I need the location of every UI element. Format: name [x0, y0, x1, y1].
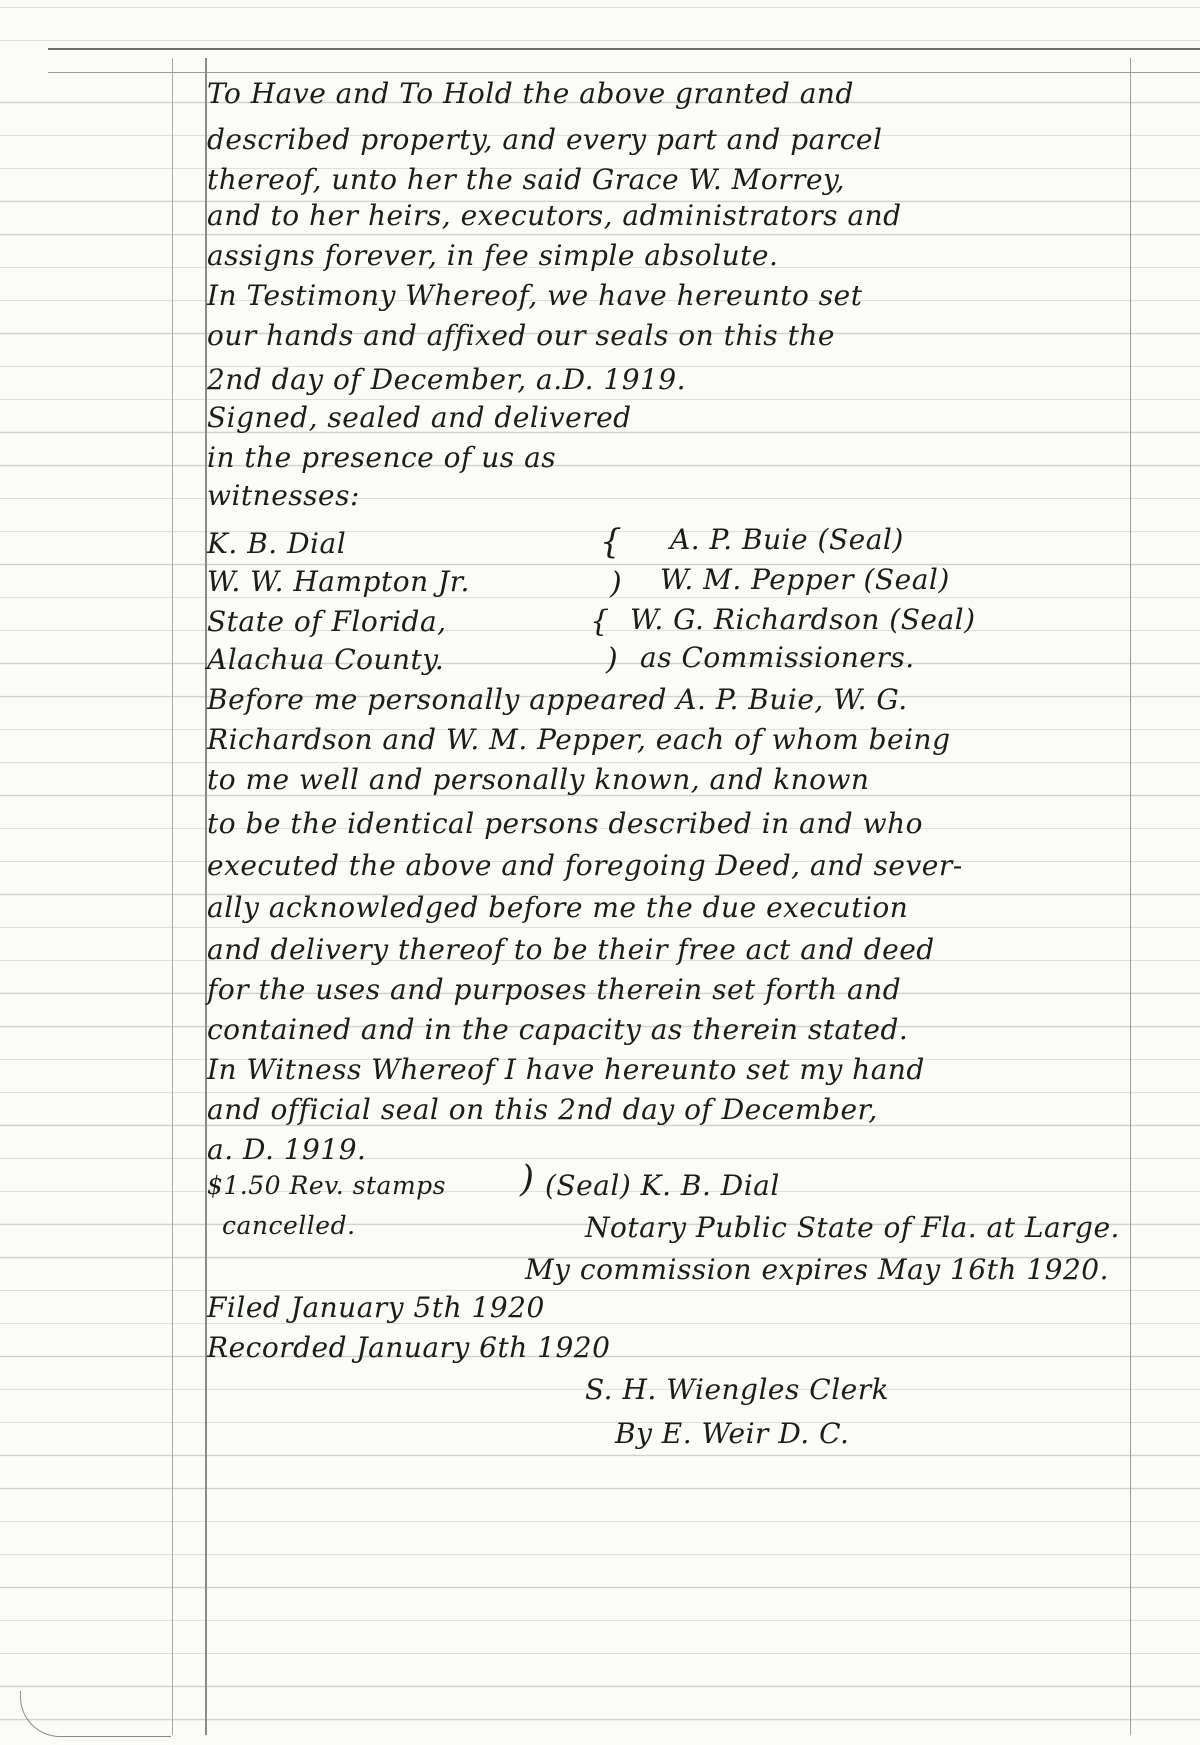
acknowledgment-line: to me well and personally known, and known	[207, 763, 870, 796]
brace-mark: )	[610, 566, 623, 601]
deed-line: described property, and every part and parcel	[207, 123, 883, 156]
ledger-header-band	[48, 48, 1200, 73]
brace-mark: {	[600, 522, 623, 562]
margin-rule-outer	[172, 58, 173, 1735]
acknowledgment-line: to be the identical persons described in and who	[207, 807, 923, 840]
filed-date: Filed January 5th 1920	[207, 1291, 545, 1324]
notary-title: Notary Public State of Fla. at Large.	[585, 1211, 1120, 1244]
deed-line: To Have and To Hold the above granted and	[207, 77, 854, 110]
acknowledgment-line: for the uses and purposes therein set forth and	[207, 973, 902, 1006]
deed-line: 2nd day of December, a.D. 1919.	[207, 363, 687, 396]
acknowledgment-line: ally acknowledged before me the due execution	[207, 891, 909, 924]
venue-state: State of Florida,	[207, 605, 447, 638]
deed-line: thereof, unto her the said Grace W. Morrey,	[207, 163, 846, 196]
witness-signature: W. W. Hampton Jr.	[207, 565, 470, 598]
acknowledgment-line: and official seal on this 2nd day of December,	[207, 1093, 878, 1126]
deed-line: In Testimony Whereof, we have hereunto set	[207, 279, 863, 312]
deed-line: in the presence of us as	[207, 441, 557, 474]
notary-commission: My commission expires May 16th 1920.	[525, 1253, 1109, 1286]
commissioner-role: as Commissioners.	[640, 641, 915, 674]
commissioner-signature: W. M. Pepper (Seal)	[660, 563, 950, 596]
venue-county: Alachua County.	[207, 643, 445, 676]
recorded-date: Recorded January 6th 1920	[207, 1331, 611, 1364]
acknowledgment-line: Richardson and W. M. Pepper, each of whom being	[207, 723, 951, 756]
deed-line: Signed, sealed and delivered	[207, 401, 632, 434]
acknowledgment-line: a. D. 1919.	[207, 1133, 367, 1166]
deed-line: our hands and affixed our seals on this the	[207, 319, 835, 352]
acknowledgment-line: Before me personally appeared A. P. Buie, W. G.	[207, 683, 908, 716]
acknowledgment-line: and delivery thereof to be their free act and deed	[207, 933, 935, 966]
revenue-stamps-note: cancelled.	[222, 1211, 356, 1240]
clerk-signature: S. H. Wiengles Clerk	[585, 1373, 890, 1406]
acknowledgment-line: In Witness Whereof I have hereunto set my hand	[207, 1053, 925, 1086]
deed-line: assigns forever, in fee simple absolute.	[207, 239, 779, 272]
deputy-clerk-signature: By E. Weir D. C.	[615, 1417, 850, 1450]
commissioner-signature: W. G. Richardson (Seal)	[630, 603, 976, 636]
deed-line: witnesses:	[207, 479, 360, 512]
acknowledgment-line: executed the above and foregoing Deed, and sever-	[207, 849, 963, 882]
brace-mark: )	[520, 1159, 535, 1200]
witness-signature: K. B. Dial	[207, 527, 347, 560]
brace-mark: {	[590, 604, 610, 639]
commissioner-signature: A. P. Buie (Seal)	[670, 523, 904, 556]
page-corner-curl	[20, 1691, 171, 1737]
deed-line: and to her heirs, executors, administrators and	[207, 199, 902, 232]
brace-mark: )	[606, 642, 619, 677]
acknowledgment-line: contained and in the capacity as therein stated.	[207, 1013, 909, 1046]
notary-signature: (Seal) K. B. Dial	[545, 1169, 780, 1202]
revenue-stamps-note: $1.50 Rev. stamps	[207, 1171, 447, 1200]
margin-rule-right	[1130, 58, 1131, 1735]
